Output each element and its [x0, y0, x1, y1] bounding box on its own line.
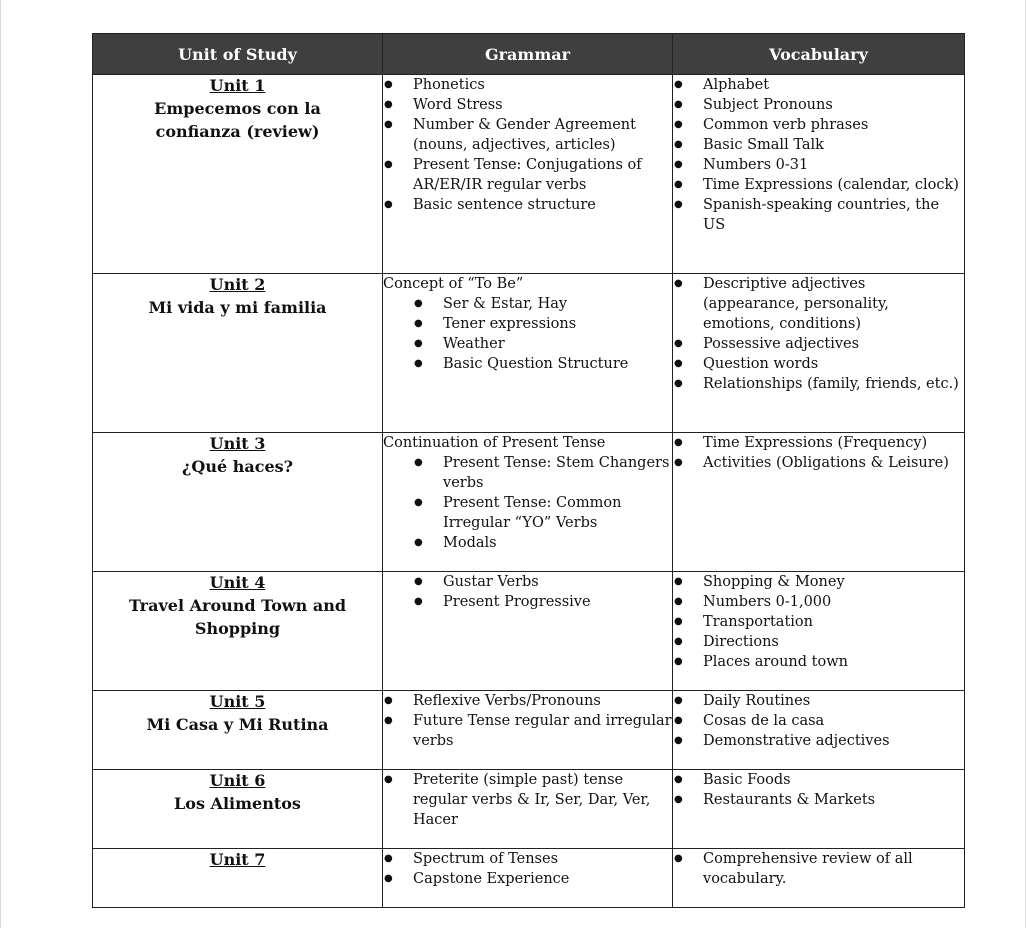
- vocabulary-cell: [673, 849, 965, 908]
- table-row: [93, 849, 965, 908]
- table-row: [93, 75, 965, 274]
- unit-label: Unit 1: [209, 76, 266, 95]
- header-unit-of-study: Unit of Study: [93, 34, 383, 75]
- list-item: ● Word Stress: [383, 95, 672, 115]
- list-item: ● Phonetics: [383, 75, 672, 95]
- list-item: ● Ser & Estar, Hay: [383, 294, 672, 314]
- list-item: ● Numbers 0-31: [673, 155, 964, 175]
- list-item: ● Present Tense: Common Irregular “YO” Verbs: [383, 493, 672, 533]
- list-item: ● Spanish-speaking countries, the US: [673, 195, 964, 235]
- list-item: ● Future Tense regular and irregular verbs: [383, 711, 672, 751]
- vocabulary-cell: [673, 770, 965, 849]
- vocabulary-cell: [673, 691, 965, 770]
- unit-title: ¿Qué haces?: [182, 457, 293, 476]
- list-item: ● Present Progressive: [383, 592, 672, 612]
- list-item: ● Daily Routines: [673, 691, 964, 711]
- vocabulary-list: [673, 572, 964, 672]
- list-item: ● Question words: [673, 354, 964, 374]
- header-vocabulary: Vocabulary: [673, 34, 965, 75]
- vocabulary-cell: [673, 274, 965, 433]
- list-item: ● Shopping & Money: [673, 572, 964, 592]
- vocabulary-list: [673, 75, 964, 235]
- grammar-cell: [383, 849, 673, 908]
- unit-label: Unit 6: [209, 771, 266, 790]
- table-row: [93, 770, 965, 849]
- table-row: [93, 572, 965, 691]
- list-item: ● Numbers 0-1,000: [673, 592, 964, 612]
- list-item: ● Basic Question Structure: [383, 354, 672, 374]
- list-item: ● Places around town: [673, 652, 964, 672]
- list-item: ● Basic sentence structure: [383, 195, 672, 215]
- list-item: ● Restaurants & Markets: [673, 790, 964, 810]
- vocabulary-list: [673, 770, 964, 810]
- grammar-list: [383, 294, 672, 374]
- list-item: ● Basic Foods: [673, 770, 964, 790]
- list-item: ● Alphabet: [673, 75, 964, 95]
- page-edge-left: [0, 0, 1, 928]
- unit-title: Travel Around Town and Shopping: [128, 596, 347, 638]
- vocabulary-cell: [673, 75, 965, 274]
- grammar-cell: [383, 572, 673, 691]
- grammar-cell: [383, 75, 673, 274]
- unit-title: Empecemos con la confianza (review): [154, 99, 321, 141]
- list-item: ● Descriptive adjectives (appearance, personality, emotions, conditions): [673, 274, 964, 334]
- table-row: [93, 433, 965, 572]
- list-item: ● Demonstrative adjectives: [673, 731, 964, 751]
- list-item: ● Basic Small Talk: [673, 135, 964, 155]
- grammar-list: [383, 572, 672, 612]
- unit-label: Unit 3: [209, 434, 266, 453]
- grammar-intro: Concept of “To Be”: [383, 276, 524, 292]
- list-item: ● Time Expressions (calendar, clock): [673, 175, 964, 195]
- list-item: ● Modals: [383, 533, 672, 553]
- table-row: [93, 691, 965, 770]
- grammar-list: [383, 770, 672, 830]
- unit-cell: [93, 274, 383, 433]
- list-item: ● Activities (Obligations & Leisure): [673, 453, 964, 473]
- unit-title: Mi vida y mi familia: [148, 298, 327, 317]
- list-item: ● Possessive adjectives: [673, 334, 964, 354]
- unit-title: Los Alimentos: [174, 794, 301, 813]
- list-item: ● Tener expressions: [383, 314, 672, 334]
- vocabulary-list: [673, 691, 964, 751]
- vocabulary-list: [673, 274, 964, 394]
- list-item: ● Reflexive Verbs/Pronouns: [383, 691, 672, 711]
- list-item: ● Gustar Verbs: [383, 572, 672, 592]
- unit-cell: [93, 849, 383, 908]
- curriculum-table: [92, 33, 965, 908]
- vocabulary-cell: [673, 433, 965, 572]
- unit-cell: [93, 75, 383, 274]
- list-item: ● Comprehensive review of all vocabulary.: [673, 849, 964, 889]
- list-item: ● Present Tense: Conjugations of AR/ER/IR regular verbs: [383, 155, 672, 195]
- list-item: ● Subject Pronouns: [673, 95, 964, 115]
- list-item: ● Cosas de la casa: [673, 711, 964, 731]
- vocabulary-list: [673, 433, 964, 473]
- list-item: ● Time Expressions (Frequency): [673, 433, 964, 453]
- vocabulary-list: [673, 849, 964, 889]
- grammar-list: [383, 849, 672, 889]
- list-item: ● Common verb phrases: [673, 115, 964, 135]
- unit-title: Mi Casa y Mi Rutina: [146, 715, 329, 734]
- unit-cell: [93, 691, 383, 770]
- list-item: ● Preterite (simple past) tense regular verbs & Ir, Ser, Dar, Ver, Hacer: [383, 770, 672, 830]
- grammar-list: [383, 453, 672, 553]
- list-item: ● Relationships (family, friends, etc.): [673, 374, 964, 394]
- table-row: [93, 274, 965, 433]
- header-grammar: Grammar: [383, 34, 673, 75]
- unit-label: Unit 5: [209, 692, 266, 711]
- grammar-list: [383, 75, 672, 215]
- grammar-cell: [383, 433, 673, 572]
- list-item: ● Directions: [673, 632, 964, 652]
- list-item: ● Spectrum of Tenses: [383, 849, 672, 869]
- list-item: ● Capstone Experience: [383, 869, 672, 889]
- unit-label: Unit 2: [209, 275, 266, 294]
- list-item: ● Present Tense: Stem Changers verbs: [383, 453, 672, 493]
- header-row: [93, 34, 965, 75]
- unit-cell: [93, 572, 383, 691]
- unit-label: Unit 4: [209, 573, 266, 592]
- vocabulary-cell: [673, 572, 965, 691]
- list-item: ● Transportation: [673, 612, 964, 632]
- list-item: ● Weather: [383, 334, 672, 354]
- grammar-cell: [383, 770, 673, 849]
- list-item: ● Number & Gender Agreement (nouns, adjectives, articles): [383, 115, 672, 155]
- grammar-intro: Continuation of Present Tense: [383, 435, 606, 451]
- grammar-cell: [383, 691, 673, 770]
- grammar-cell: [383, 274, 673, 433]
- unit-cell: [93, 433, 383, 572]
- unit-label: Unit 7: [209, 850, 266, 869]
- unit-cell: [93, 770, 383, 849]
- grammar-list: [383, 691, 672, 751]
